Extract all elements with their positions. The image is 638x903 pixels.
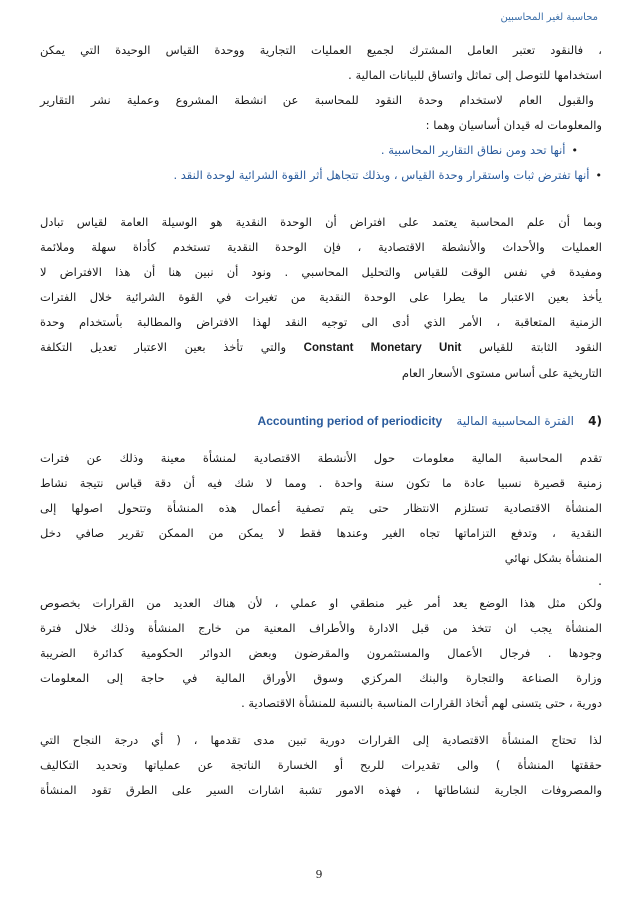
text-line: والمصروفات الجارية لنشاطاتها ، فهذه الامور تشبة اشارات السير على الطرق تقود المنشأة [40, 783, 602, 797]
text-line: التاريخية على أساس مستوى الأسعار العام [401, 366, 602, 380]
section-heading [40, 408, 602, 434]
text-line: العمليات والأحداث والأنشطة الاقتصادية ، فإن الوحدة النقدية تستخدم كأداة سهلة وملائمة [40, 240, 602, 254]
bullet-item [40, 163, 602, 188]
bullet-list [40, 138, 602, 188]
trailing-period: . [598, 574, 602, 588]
text-line: يأخذ بعين الاعتبار ما يطرا على الوحدة النقدية من تغيرات في القوة الشرائية خلال الفترات [40, 290, 602, 304]
page-content [40, 38, 602, 803]
text-line: حققتها المنشأة ) والى تقديرات للربح أو الخسارة الناتجة عن عملياتها وتحديد التكاليف [40, 758, 602, 772]
text-line: والقبول العام لاستخدام وحدة النقود للمحاسبة عن انشطة المشروع وعملية نشر التقارير [40, 93, 594, 107]
text-line: زمنية قصيرة نسبيا عادة ما تكون سنة واحدة . ومما لا شك فيه أن دقة قياس نتيجة نشاط [40, 476, 602, 490]
text-line: ومفيدة في نفس الوقت للقياس والتحليل المحاسبي . ونود أن نبين هنا أن هذا الافتراض لا [40, 265, 602, 279]
bullet-icon: • [571, 144, 578, 157]
bullet-icon: • [595, 169, 602, 182]
text-line: ولكن مثل هذا الوضع يعد أمر غير منطقي او عملي ، لأن هناك العديد من القرارات بخصوص [40, 596, 602, 610]
text-segment: والتي تأخذ بعين الاعتبار تعديل التكلفة [40, 340, 286, 354]
text-line: الزمنية المتعاقبة ، الأمر الذي أدى الى توجيه النقد لهذا الافتراض والمطالبة بأستخدام وحدة [40, 315, 602, 329]
text-line: المنشأة يجب ان تتخذ من قبل الادارة والأطراف المعنية من خارج المنشأة وذلك خلال فترة [40, 621, 602, 635]
bullet-text: أنها تفترض ثبات واستقرار وحدة القياس ، وبذلك تتجاهل أثر القوة الشرائية لوحدة النقد . [173, 168, 590, 182]
text-line: النقدية ، وتدفع التزاماتها تجاه الغير وعندها فقط لا يمكن من الممكن تقرير صافي دخل [40, 526, 602, 540]
english-term: Constant Monetary Unit [303, 342, 462, 354]
bullet-text: أنها تحد ومن نطاق التقارير المحاسبية . [380, 143, 566, 157]
paragraph-monetary-assumption [40, 210, 602, 386]
paragraph-periodic-decisions [40, 591, 602, 716]
text-line: والمعلومات له قيدان أساسيان وهما : [425, 118, 602, 132]
text-line: وزارة الصناعة والتجارة والبنك المركزي وسوق الأوراق المالية في حاجة إلى المعلومات [40, 671, 602, 685]
text-line: المنشأة بشكل نهائي [504, 551, 602, 565]
paragraph-periodic-reports [40, 728, 602, 803]
paragraph-accounting-period [40, 446, 602, 591]
page-number: 9 [315, 868, 323, 881]
text-line: لذا تحتاج المنشأة الاقتصادية إلى القرارات دورية تبين مدى تقدمها ، ( أي درجة النجاح التي [40, 733, 602, 747]
section-title-arabic: الفترة المحاسبية المالية [456, 414, 574, 428]
text-segment: النقود الثابتة للقياس [479, 340, 602, 354]
text-line: المنشأة الاقتصادية تستلزم الانتظار حتى يتم تصفية أعمال هذه المنشأة وتتحول اصولها إلى [40, 501, 602, 515]
text-line: وجودها . فرجال الأعمال والمستثمرون والمقرضون وبعض الدوائر الحكومية كدائرة الضريبة [40, 646, 602, 660]
section-title-english: Accounting period of periodicity [257, 414, 443, 428]
text-line-with-english [40, 335, 602, 361]
bullet-item [40, 138, 602, 163]
text-line: دورية ، حتى يتسنى لهم أتخاذ القرارات المناسبة بالنسبة للمنشأة الاقتصادية . [241, 696, 602, 710]
paragraph-money-unit [40, 38, 602, 138]
text-line: وبما أن علم المحاسبة يعتمد على افتراض أن الوحدة النقدية هو الوسيلة العامة لقياس تبادل [40, 215, 602, 229]
text-line: استخدامها للتوصل إلى تماثل واتساق للبيانات المالية . [348, 68, 602, 82]
section-number: (4 [588, 414, 602, 428]
running-header: محاسبة لغير المحاسبين [500, 12, 598, 23]
text-line: ، فالنقود تعتبر العامل المشترك لجميع العمليات التجارية ووحدة القياس الوحيدة التي يمكن [40, 43, 602, 57]
text-line: تقدم المحاسبة المالية معلومات حول الأنشطة الاقتصادية لمنشأة معينة وذلك عن فترات [40, 451, 602, 465]
